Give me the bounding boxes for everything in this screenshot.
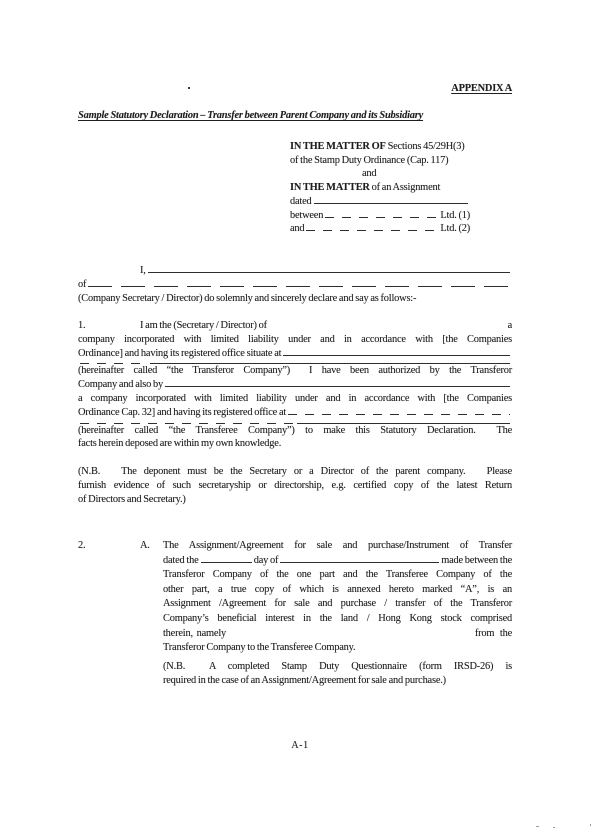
scan-speck — [536, 826, 539, 827]
paragraph-2-line-6: Company’s beneficial interest in the land / Hong Kong stock comprised — [163, 613, 512, 625]
declarant-address-row — [78, 278, 512, 292]
declarant-address-blank — [88, 284, 510, 287]
paragraph-1-line-8-text: Ordinance Cap. 32] and having its registered office at — [78, 406, 287, 418]
dated-the-label: dated the — [163, 554, 199, 566]
paragraph-2-line-7 — [163, 627, 512, 642]
note-questionnaire-line-2: required in the case of an Assignment/Agreement for sale and purchase.) — [163, 674, 446, 686]
registered-office-blank-2 — [288, 412, 510, 415]
note-questionnaire — [163, 660, 512, 688]
paragraph-1-line-10: (hereinafter called “the Transferee Company”) to make this Statutory Declaration. The — [78, 424, 512, 436]
matter-line-and: and — [362, 168, 377, 180]
document-title-text: Sample Statutory Declaration – Transfer between Parent Company and its Subsidiary — [78, 110, 424, 121]
paragraph-2 — [78, 539, 512, 656]
and-label: and — [290, 223, 305, 235]
page-number: A-1 — [291, 740, 309, 751]
scan-speck — [553, 827, 555, 828]
paragraph-2-line-4: other part, a true copy of which is annexed hereto marked “A”, is an — [163, 583, 512, 595]
made-between-label: made between the — [441, 554, 512, 566]
paragraph-1-line-8 — [78, 406, 512, 420]
paragraph-1-line-2: company incorporated with limited liability under and in accordance with [the Companies — [78, 333, 512, 345]
dated-label: dated — [290, 195, 312, 207]
note-questionnaire-line-1: (N.B. A completed Stamp Duty Questionnaire (form IRSD-26) is — [163, 660, 512, 672]
matter-between-row — [290, 209, 470, 223]
declarant-name-row — [78, 264, 512, 278]
paragraph-2-line-2 — [163, 554, 512, 569]
appendix-label: APPENDIX A — [451, 83, 512, 94]
registered-office-blank — [283, 352, 510, 356]
note-deponent-line-3: of Directors and Secretary.) — [78, 494, 186, 506]
paragraph-2-line-8: Transferor Company to the Transferee Company. — [163, 642, 356, 654]
matter-line-1 — [290, 140, 512, 154]
note-deponent-line-1: (N.B. The deponent must be the Secretary or a Director of the parent company. Please — [78, 466, 512, 478]
property-description-gap — [228, 633, 473, 636]
paragraph-1-line-6-text: Company and also by — [78, 379, 164, 391]
from-the-label: from the — [474, 627, 512, 639]
note-deponent-line-2: furnish evidence of such secretaryship or directorship, e.g. certified copy of the latest Return — [78, 480, 512, 492]
therein-namely-label: therein, namely — [163, 627, 227, 639]
declaration-statement-line: (Company Secretary / Director) do solemnly and sincerely declare and say as follows:- — [78, 292, 417, 304]
paragraph-1-line-6 — [78, 378, 512, 392]
matter-line-1-bold: IN THE MATTER OF — [290, 141, 386, 152]
paragraph-2-line-1: The Assignment/Agreement for sale and purchase/Instrument of Transfer — [163, 540, 512, 552]
of-label: of — [78, 278, 87, 290]
between-label: between — [290, 209, 324, 221]
paragraph-1-lead: I am the (Secretary / Director) of — [140, 319, 267, 331]
paragraph-1-line-3 — [78, 347, 512, 361]
page-content — [78, 0, 512, 688]
document-title — [78, 109, 512, 123]
between-blank-line — [325, 215, 438, 218]
paragraph-1-line-7: a company incorporated with limited liability under and in accordance with [the Companies — [78, 392, 512, 404]
paragraph-2-line-5: Assignment /Agreement for sale and purchase / transfer of the Transferor — [163, 598, 512, 610]
matter-line-4-rest: of an Assignment — [369, 182, 441, 194]
month-year-blank — [280, 559, 439, 563]
and-suffix: Ltd. (2) — [440, 223, 470, 235]
blank-line-segment — [297, 420, 510, 424]
paragraph-2-body — [163, 539, 512, 656]
declarant-name-blank — [148, 269, 510, 273]
note-deponent — [78, 465, 512, 507]
paragraph-1-line-3-text: Ordinance] and having its registered office situate at — [78, 347, 282, 359]
i-label: I, — [140, 264, 146, 276]
paragraph-1-line-1 — [78, 319, 512, 333]
in-the-matter-block — [290, 140, 512, 236]
appendix-heading — [78, 0, 512, 96]
paragraph-2-line-3: Transferor Company of the one part and the Transferee Company of the — [163, 569, 512, 581]
matter-and-row — [290, 222, 470, 236]
between-suffix: Ltd. (1) — [440, 209, 470, 221]
matter-line-1-rest: Sections 45/29H(3) — [385, 141, 465, 152]
paragraph-2-letter: A. — [140, 540, 150, 552]
paragraph-1-lead-tail: a — [507, 319, 512, 331]
declaration-opening — [78, 264, 512, 306]
day-blank — [201, 559, 252, 563]
day-of-label: day of — [253, 554, 279, 566]
dated-blank-line — [314, 200, 468, 204]
matter-dated-row — [290, 195, 470, 209]
paragraph-1-number: 1. — [78, 319, 86, 331]
transferee-name-blank — [165, 383, 510, 387]
company-name-gap — [269, 325, 506, 328]
paragraph-2-number: 2. — [78, 540, 86, 552]
paragraph-1 — [78, 319, 512, 451]
paragraph-1-line-5: (hereinafter called “the Transferor Company”) I have been authorized by the Transferor — [78, 365, 512, 377]
matter-line-4-bold: IN THE MATTER — [290, 182, 370, 194]
and-blank-line — [306, 228, 438, 231]
matter-line-2: of the Stamp Duty Ordinance (Cap. 117) — [290, 154, 449, 166]
paragraph-1-line-11: facts herein deposed are within my own knowledge. — [78, 438, 282, 450]
scan-speck — [590, 824, 591, 826]
matter-line-4 — [290, 181, 512, 195]
